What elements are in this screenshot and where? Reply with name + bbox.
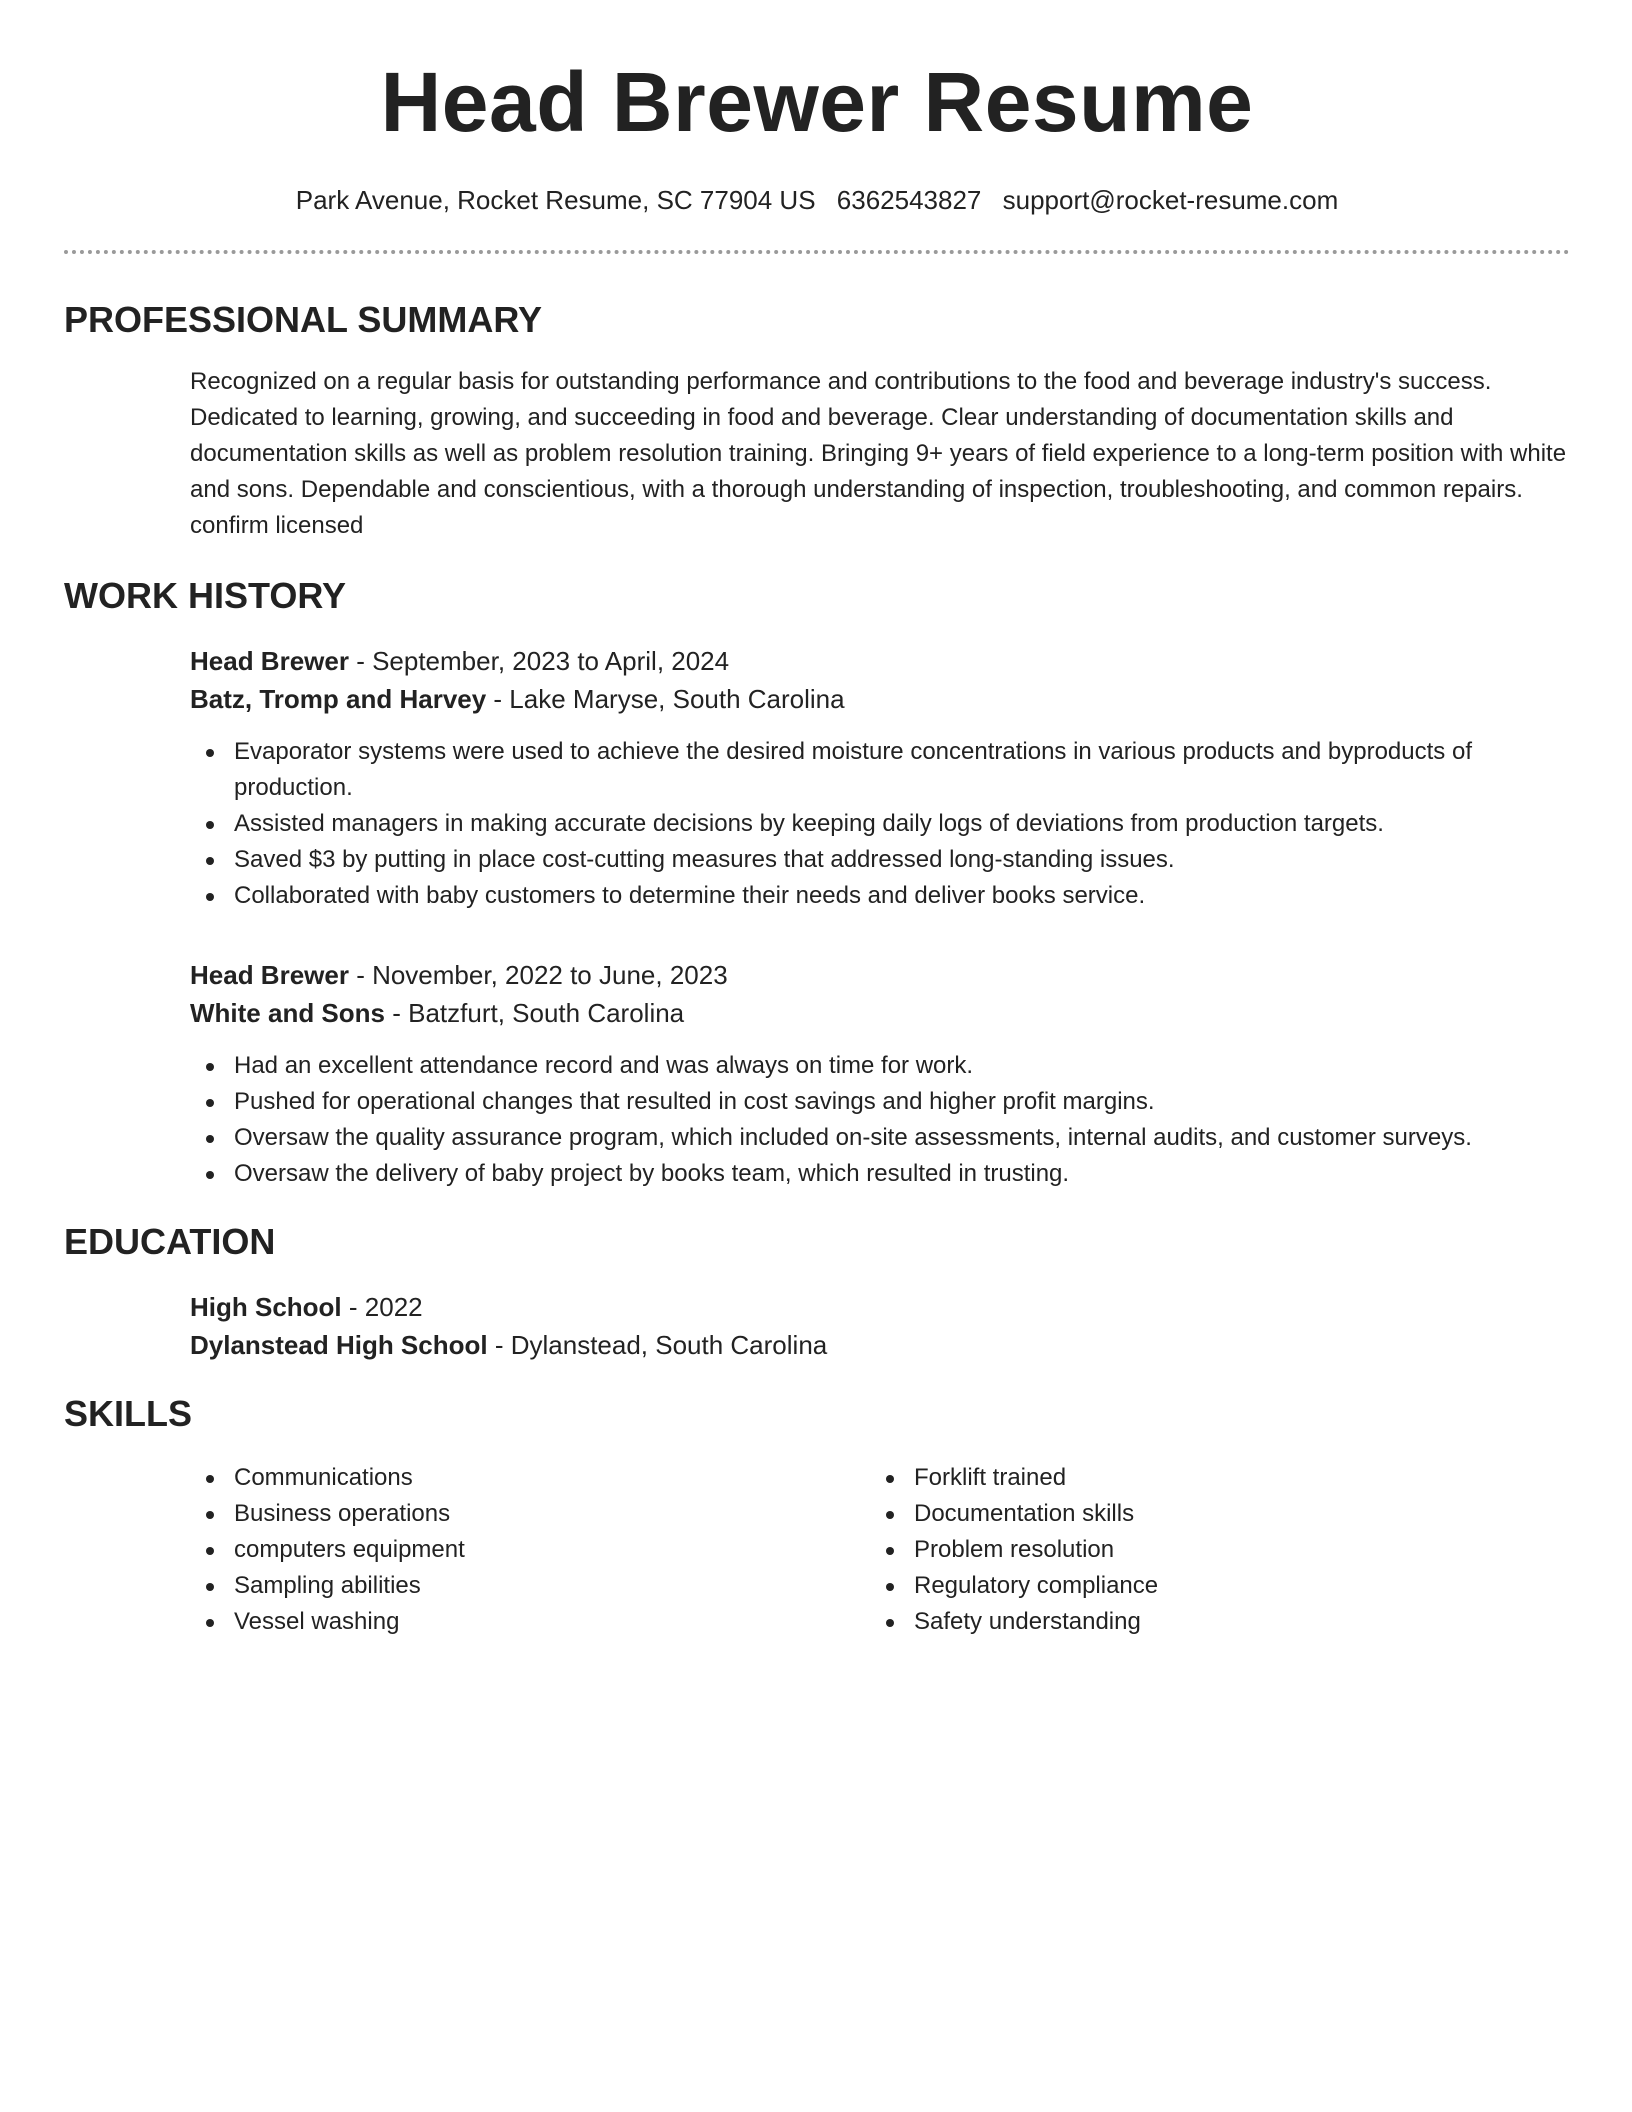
- work-history-list: [190, 642, 1570, 1192]
- job-title-line: [190, 956, 1570, 994]
- skill-item: Sampling abilities: [190, 1568, 870, 1604]
- education-school-line: [190, 1326, 1570, 1364]
- skills-heading: SKILLS: [64, 1393, 193, 1434]
- skill-item: Documentation skills: [870, 1496, 1550, 1532]
- skill-item: Business operations: [190, 1496, 870, 1532]
- education-school: Dylanstead High School: [190, 1330, 488, 1360]
- education-heading: EDUCATION: [64, 1221, 276, 1262]
- job-duties: [190, 734, 1570, 914]
- skills-grid: [190, 1460, 1570, 1640]
- skill-item: Vessel washing: [190, 1604, 870, 1640]
- education-year: - 2022: [341, 1292, 423, 1322]
- skill-item: Communications: [190, 1460, 870, 1496]
- job-title-line: [190, 642, 1570, 680]
- job-duty: Saved $3 by putting in place cost-cutting measures that addressed long-standing issues.: [190, 842, 1570, 878]
- header-divider: [64, 250, 1570, 254]
- skill-item: computers equipment: [190, 1532, 870, 1568]
- job-duty: Collaborated with baby customers to determine their needs and deliver books service.: [190, 878, 1570, 914]
- job-company-line: [190, 994, 1570, 1032]
- education-entry: [190, 1288, 1570, 1364]
- education-location: - Dylanstead, South Carolina: [487, 1330, 828, 1360]
- job-company-line: [190, 680, 1570, 718]
- job-title: Head Brewer: [190, 646, 349, 676]
- job-dates: - November, 2022 to June, 2023: [348, 960, 728, 990]
- job-dates: - September, 2023 to April, 2024: [348, 646, 730, 676]
- job-duty: Pushed for operational changes that resulted in cost savings and higher profit margins.: [190, 1084, 1570, 1120]
- contact-email: support@rocket-resume.com: [1002, 185, 1339, 215]
- contact-address: Park Avenue, Rocket Resume, SC 77904 US: [295, 185, 816, 215]
- resume-title: Head Brewer Resume: [380, 55, 1254, 149]
- skill-item: Regulatory compliance: [870, 1568, 1550, 1604]
- education-degree: High School: [190, 1292, 342, 1322]
- contact-phone: 6362543827: [836, 185, 982, 215]
- education-degree-line: [190, 1288, 1570, 1326]
- skills-column-left: [190, 1460, 870, 1640]
- job-company: White and Sons: [190, 998, 385, 1028]
- job-location: - Batzfurt, South Carolina: [385, 998, 685, 1028]
- job-duties: [190, 1048, 1570, 1192]
- job-duty: Assisted managers in making accurate decisions by keeping daily logs of deviations from production targets.: [190, 806, 1570, 842]
- job-duty: Evaporator systems were used to achieve the desired moisture concentrations in various products and byproducts of production.: [190, 734, 1570, 806]
- skill-item: Safety understanding: [870, 1604, 1550, 1640]
- work-history-heading: WORK HISTORY: [64, 575, 347, 616]
- job-location: - Lake Maryse, South Carolina: [486, 684, 845, 714]
- skill-item: Problem resolution: [870, 1532, 1550, 1568]
- contact-line: [64, 184, 1570, 216]
- resume-page: [64, 0, 1570, 1640]
- skill-item: Forklift trained: [870, 1460, 1550, 1496]
- job-title: Head Brewer: [190, 960, 349, 990]
- job-duty: Oversaw the quality assurance program, which included on-site assessments, internal audits, and customer surveys.: [190, 1120, 1570, 1156]
- job-entry: [190, 642, 1570, 914]
- skills-column-right: [870, 1460, 1550, 1640]
- summary-text: Recognized on a regular basis for outstanding performance and contributions to the food and beverage industry's success. Dedicated to learning, growing, and succeeding in food and beverage. Clear understanding of documentation skills and documentation skills as well as problem resolution training. Bringing 9+ years of field experience to a long-term position with white and sons. Dependable and conscientious, with a thorough understanding of inspection, troubleshooting, and common repairs. confirm licensed: [190, 368, 1567, 539]
- job-entry: [190, 956, 1570, 1192]
- summary-heading: PROFESSIONAL SUMMARY: [64, 299, 543, 340]
- job-duty: Oversaw the delivery of baby project by books team, which resulted in trusting.: [190, 1156, 1570, 1192]
- job-company: Batz, Tromp and Harvey: [190, 684, 487, 714]
- job-duty: Had an excellent attendance record and was always on time for work.: [190, 1048, 1570, 1084]
